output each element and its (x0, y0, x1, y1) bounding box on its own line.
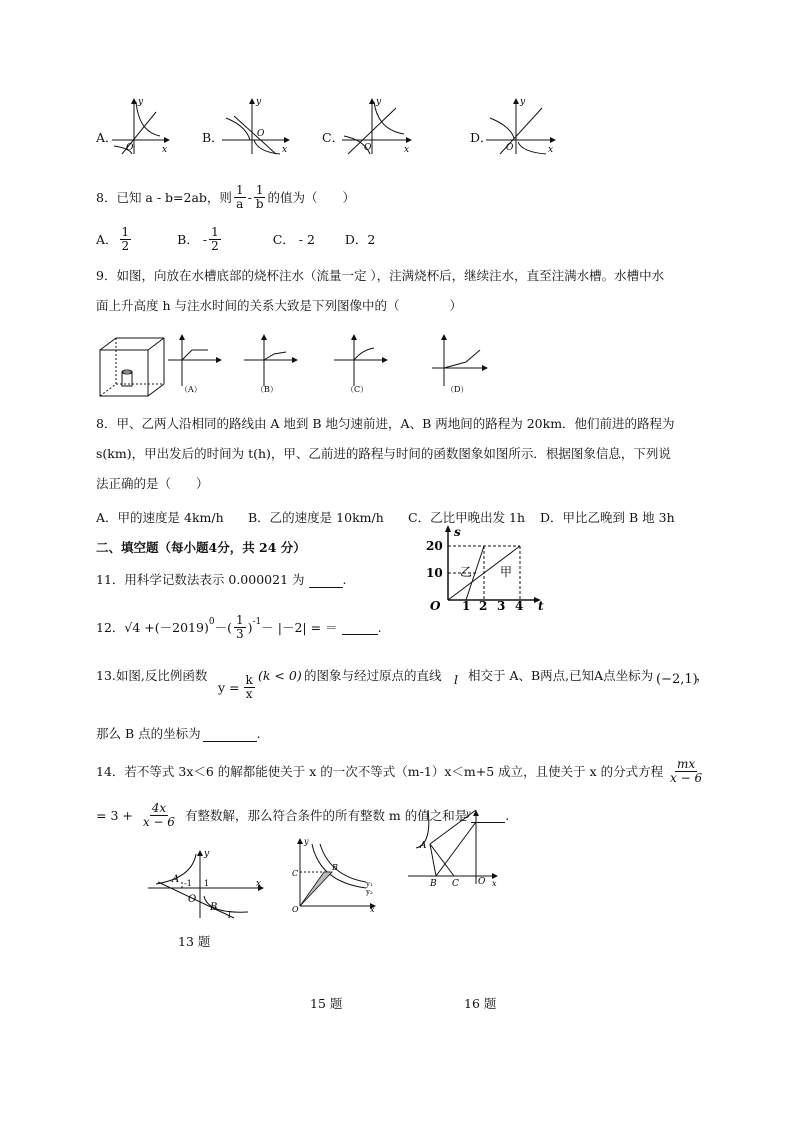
q7-a-axis-x: x (162, 145, 168, 155)
q10-y-10: 10 (426, 566, 443, 580)
q13-answer-blank[interactable] (203, 727, 257, 742)
q7-a-origin: O (126, 143, 134, 153)
q8a-question (96, 184, 355, 211)
q10-axis-t: t (538, 599, 544, 613)
q9-label-b: （B） (256, 385, 278, 394)
q9-graph-c (334, 334, 390, 396)
q9-label-d: （D） (446, 385, 469, 394)
q13-condition: (k < 0) (258, 668, 302, 683)
fig16-B: B (430, 879, 437, 889)
q13-mid: 的图象与经过原点的直线 (304, 668, 442, 683)
q7-a-axis-y: y (138, 97, 144, 107)
q7-d-origin: O (506, 143, 514, 153)
fig15-O: O (292, 905, 299, 914)
fig13-l: l (228, 911, 231, 921)
q8a-opt-b-fraction: $\frac{1}{2}$ (211, 225, 219, 253)
q10-x-2: 2 (479, 599, 488, 613)
q13-y-eq: y = (218, 679, 240, 695)
q11-end: . (342, 572, 347, 587)
q13-comma: ， (696, 668, 709, 683)
q11-answer-blank[interactable] (309, 573, 343, 588)
q12-question (96, 614, 382, 641)
fig15-C: C (292, 869, 299, 878)
q7-b-axis-y: y (256, 97, 262, 107)
q13-coordinate: (−2,1) (656, 672, 698, 687)
fig15-x: x (370, 905, 375, 914)
q8a-suffix: 的值为（ ） (267, 189, 356, 205)
q13-line-2-text: 那么 B 点的坐标为 (96, 726, 201, 741)
q13-line-2 (96, 726, 261, 742)
q10-line-2: s(km)，甲出发后的时间为 t(h)，甲、乙前进的路程与时间的函数图象如图所示．根据图象信息，下列说 (96, 446, 671, 461)
q7-graph-d (486, 96, 558, 156)
fig16-O: O (478, 877, 486, 887)
fig-15 (290, 836, 376, 912)
q9-line-2: 面上升高度 h 与注水时间的关系大致是下列图像中的（ ） (96, 298, 462, 313)
q8a-minus: - (247, 189, 252, 205)
q10-option-c: C．乙比甲晚出发 1h (408, 510, 526, 525)
q8a-opt-b: B． - (177, 231, 208, 247)
q9-line-1: 9．如图，向放在水槽底部的烧杯注水（流量一定 ），注满烧杯后，继续注水，直至注满水槽。水槽中水 (96, 268, 665, 283)
fig16-caption: 16 题 (464, 996, 497, 1011)
q13-fraction: $\frac{k}{x}$ (245, 673, 253, 701)
q7-d-axis-y: y (520, 97, 526, 107)
q12-expr-2: －( (214, 619, 232, 635)
q7-c-axis-x: x (404, 145, 410, 155)
q13-mid2: 相交于 A、B两点,已知A点坐标为 (468, 668, 654, 683)
q10-label-yi: 乙 (460, 565, 473, 579)
q14-line-1: 14．若不等式 3x＜6 的解都能使关于 x 的一次不等式（m-1）x＜m+5 成立，且使关于 x 的分式方程 (96, 764, 664, 779)
q12-prefix: 12． (96, 619, 125, 635)
fig16-C: C (452, 879, 459, 889)
q9-graph-b (244, 334, 300, 396)
fig-13 (148, 848, 270, 922)
q8a-fraction-1: $\frac{1}{a}$ (235, 183, 244, 211)
q8a-opt-a-fraction: $\frac{1}{2}$ (121, 225, 130, 253)
q8a-opt-a: A． (96, 231, 118, 247)
q7-b-axis-x: x (282, 145, 288, 155)
q14-l2-prefix: = 3 + (96, 807, 133, 823)
q10-line-1: 8．甲、乙两人沿相同的路线由 A 地到 B 地匀速前进，A、B 两地间的路程为 20km．他们前进的路程为 (96, 416, 675, 431)
q7-graph-b (222, 96, 292, 156)
q7-d-axis-x: x (548, 145, 554, 155)
fig13-B: B (210, 902, 218, 913)
q14-fraction-1: $\frac{mx}{x - 6}$ (670, 757, 703, 785)
q8a-options (96, 226, 375, 253)
q12-end: . (377, 619, 382, 635)
fig15-y1: y₁ (366, 880, 373, 888)
q8a-fraction-2: $\frac{1}{b}$ (255, 183, 264, 211)
q7-c-axis-y: y (376, 97, 382, 107)
section-2-header: 二、填空题（每小题4分，共 24 分） (96, 540, 306, 555)
q7-option-a-label: A． (96, 130, 118, 145)
fig16-A: A (420, 841, 427, 851)
q9-graph-a (168, 334, 224, 396)
q12-expr-3: ) (247, 619, 253, 635)
q14-fraction-2: $\frac{4x}{x - 6}$ (142, 801, 175, 829)
q10-option-a: A．甲的速度是 4km/h (96, 510, 224, 525)
q14-l2-suffix: 有整数解，那么符合条件的所有整数 m 的值之和是 (184, 807, 468, 823)
q11-question (96, 572, 346, 588)
fig15-y: y (304, 837, 309, 846)
q12-sup-neg1: -1 (252, 617, 262, 627)
q8a-opt-d: D．2 (344, 231, 376, 247)
q10-label-jia: 甲 (500, 565, 513, 579)
q10-x-1: 1 (462, 599, 471, 613)
q14-end: . (505, 807, 510, 823)
q7-b-origin: O (257, 129, 265, 139)
q13-prefix: 13.如图,反比例函数 (96, 668, 208, 683)
fig13-A: A (172, 874, 180, 885)
q7-option-d-label: D． (470, 130, 493, 145)
q7-option-c-label: C． (322, 130, 345, 145)
q7-graph-a (112, 96, 172, 156)
q13-end: . (256, 726, 261, 741)
q10-st-graph (420, 524, 550, 612)
fig13-x: x (256, 879, 262, 889)
q9-graph-d (432, 334, 492, 396)
q10-x-3: 3 (497, 599, 506, 613)
q10-axis-s: s (454, 525, 461, 539)
fig16-x: x (492, 879, 497, 888)
q10-line-3: 法正确的是（ ） (96, 476, 209, 491)
q10-option-b: B．乙的速度是 10km/h (248, 510, 384, 525)
q9-label-a: （A） (180, 385, 202, 394)
fig13-caption: 13 题 (178, 934, 211, 949)
q12-sup-0: 0 (208, 617, 215, 627)
fig15-B: B (332, 863, 338, 872)
q10-option-d: D．甲比乙晚到 B 地 3h (540, 510, 675, 525)
fig15-y2: y₂ (366, 888, 373, 896)
q13-line-l: l (454, 672, 458, 687)
q10-origin: O (430, 599, 441, 613)
q7-c-origin: O (364, 143, 372, 153)
q12-fraction: $\frac{1}{3}$ (235, 613, 244, 641)
q11-text: 11．用科学记数法表示 0.000021 为 (96, 572, 305, 587)
fig13-y: y (204, 849, 210, 859)
q12-expr-1: √4 +(－2019) (124, 619, 209, 635)
q13-function (218, 674, 259, 701)
q9-water-tank (98, 336, 168, 398)
q8a-prefix: 8．已知 a - b=2ab，则 (96, 189, 232, 205)
q12-expr-4: － |－2| = ＝ (261, 619, 338, 635)
fig13-neg1: -1 (184, 879, 192, 888)
fig15-caption: 15 题 (310, 996, 343, 1011)
fig16-y: y (466, 809, 471, 818)
q7-option-b-label: B． (202, 130, 224, 145)
fig13-pos1: 1 (204, 879, 210, 888)
q7-graph-c (342, 96, 414, 156)
q8a-opt-c: C． - 2 (272, 231, 315, 247)
fig-16 (406, 808, 502, 888)
fig13-O: O (188, 894, 197, 905)
q10-x-4: 4 (515, 599, 524, 613)
q10-y-20: 20 (426, 539, 443, 553)
q9-label-c: （C） (346, 385, 369, 394)
q12-answer-blank[interactable] (342, 620, 378, 635)
